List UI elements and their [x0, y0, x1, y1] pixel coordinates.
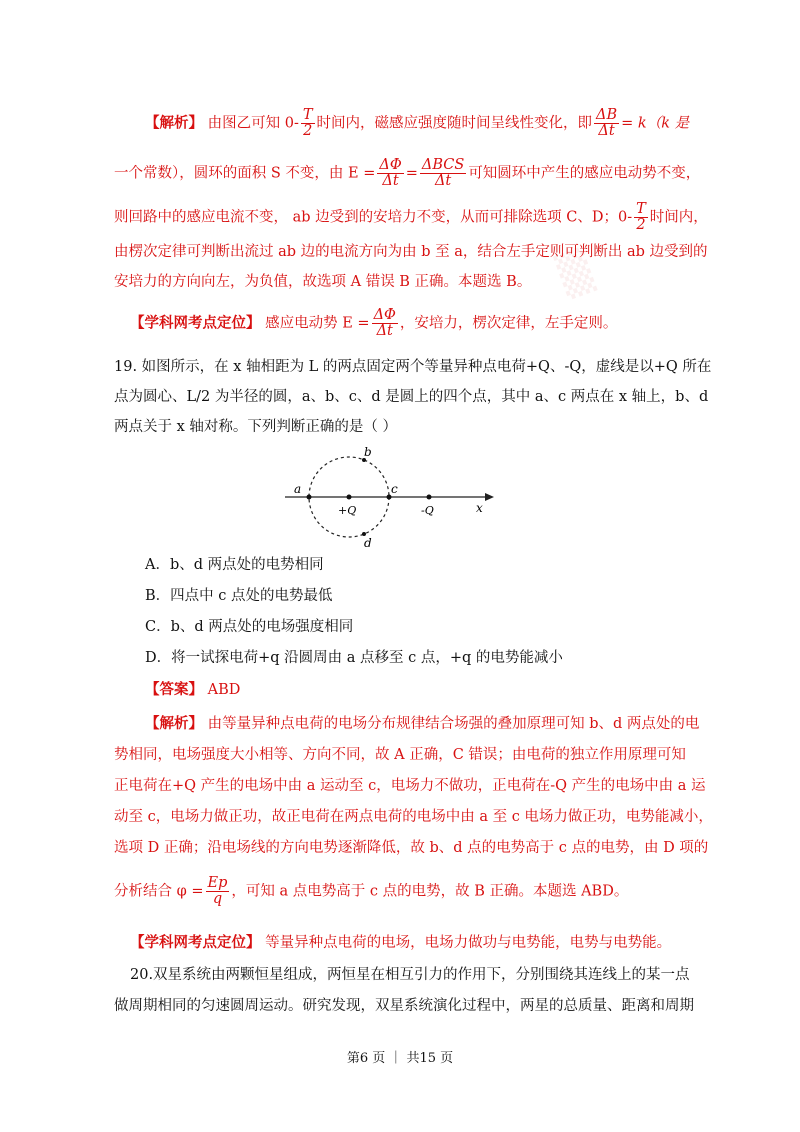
label-d: d: [364, 536, 372, 550]
option-d: D．将一试探电荷+q 沿圆周由 a 点移至 c 点，+q 的电势能减小: [145, 650, 563, 666]
knowledge-point-2: 【学科网考点定位】 等量异种点电荷的电场，电场力做功与电势能，电势与电势能。: [130, 934, 672, 951]
answer: [145, 680, 731, 700]
q19-line-1: 19. 如图所示，在 x 轴相距为 L 的两点固定两个等量异种点电荷+Q、-Q，虚线是以+Q 所在: [114, 359, 712, 375]
analysis-2-line-5: 选项 D 正确；沿电场线的方向电势逐渐降低，故 b、d 点的电势高于 c 点的电势，由 D 项的: [114, 840, 709, 856]
fraction-dphi-dt: $\frac{\Delta\Phi}{\Delta t}$: [379, 157, 402, 189]
analysis-label: 【解析】: [145, 715, 203, 732]
answer-value: ABD: [207, 682, 241, 698]
charge-minus-q: [427, 495, 432, 500]
q19-line-3: 两点关于 x 轴对称。下列判断正确的是（ ）: [114, 419, 398, 435]
label-c: c: [391, 482, 398, 496]
knowledge-point-label: 【学科网考点定位】: [130, 314, 261, 332]
analysis-label: 【解析】: [145, 114, 203, 132]
q20-line-2: 做周期相同的匀速圆周运动。研究发现，双星系统演化过程中，两星的总质量、距离和周期: [114, 998, 694, 1014]
fraction-dB-dt: $\frac{\Delta B}{\Delta t}$: [596, 107, 618, 139]
fraction-T-over-2: $\frac{T}{2}$: [302, 107, 313, 139]
analysis-1-line-3: 则回路中的感应电流不变， ab 边受到的安培力不变，从而可排除选项 C、D；0- $\frac{T}{2}$ 时间内，: [114, 201, 708, 233]
charge-plus-q: [347, 495, 352, 500]
answer-label: 【答案】: [145, 681, 203, 698]
option-c: C．b、d 两点处的电场强度相同: [145, 619, 354, 635]
analysis-2-line-1: 【解析】 由等量异种点电荷的电场分布规律结合场强的叠加原理可知 b、d 两点处的电: [145, 715, 700, 732]
label-b: b: [364, 446, 372, 459]
analysis-2-line-2: 势相同，电场强度大小相等、方向不同，故 A 正确，C 错误；由电荷的独立作用原理可知: [114, 747, 686, 763]
analysis-2-line-4: 动至 c，电场力做正功，故正电荷在两点电荷的电场中由 a 至 c 电场力做正功，电势能减小，: [114, 809, 713, 825]
q19-line-2: 点为圆心、L/2 为半径的圆，a、b、c、d 是圆上的四个点，其中 a、c 两点在 x 轴上，b、d: [114, 389, 709, 405]
label-plus-q: +Q: [338, 504, 357, 517]
option-a: A．b、d 两点处的电势相同: [145, 557, 324, 573]
option-b: B．四点中 c 点处的电势最低: [145, 588, 333, 604]
x-axis-arrow: [485, 493, 494, 501]
q19-figure: [280, 446, 500, 550]
analysis-2-line-6: 分析结合 φ = $\frac{Ep}{q}$ ，可知 a 点电势高于 c 点的电势，故 B 正确。本题选 ABD。: [114, 875, 629, 907]
fraction-Ep-over-q: $\frac{Ep}{q}$: [207, 875, 228, 907]
knowledge-point-label: 【学科网考点定位】: [130, 934, 261, 951]
watermark: ▒: [552, 246, 598, 301]
label-a: a: [294, 482, 302, 496]
fraction-dphi-dt: $\frac{\Delta\Phi}{\Delta t}$: [373, 307, 396, 339]
analysis-2-line-3: 正电荷在+Q 产生的电场中由 a 运动至 c，电场力不做功，正电荷在-Q 产生的电场中由 a 运: [114, 778, 706, 794]
analysis-1-line-4: 由楞次定律可判断出流过 ab 边的电流方向为由 b 至 a，结合左手定则可判断出 ab 边受到的: [114, 244, 708, 260]
fraction-T-over-2: $\frac{T}{2}$: [636, 201, 646, 233]
analysis-1-line-1: 【解析】 由图乙可知 0- $\frac{T}{2}$ 时间内，磁感应强度随时间呈线性变化，即 $\frac{\Delta B}{\Delta t}$ = k（k 是: [145, 107, 690, 139]
analysis-1-line-2: 一个常数），圆环的面积 S 不变，由 E = $\frac{\Delta\Phi}{\Delta t}$ = $\frac{\text{ΔBCS}}{\Delta t}$ 可知圆环中产生的感应电动势不变，: [114, 157, 701, 189]
label-x: x: [476, 501, 483, 515]
page-footer: 第6 页 ｜ 共15 页: [346, 1051, 454, 1066]
fraction-dBCS-dt: $\frac{\text{ΔBCS}}{\Delta t}$: [421, 157, 465, 189]
q20-line-1: 20.双星系统由两颗恒星组成，两恒星在相互引力的作用下，分别围绕其连线上的某一点: [130, 967, 690, 983]
analysis-1-line-5: 安培力的方向向左，为负值，故选项 A 错误 B 正确。本题选 B。: [114, 274, 532, 290]
label-minus-q: -Q: [421, 504, 434, 517]
point-a: [307, 495, 312, 500]
knowledge-point-1: 【学科网考点定位】 感应电动势 E = $\frac{\Delta\Phi}{\Delta t}$ ，安培力，楞次定律，左手定则。: [130, 307, 618, 339]
